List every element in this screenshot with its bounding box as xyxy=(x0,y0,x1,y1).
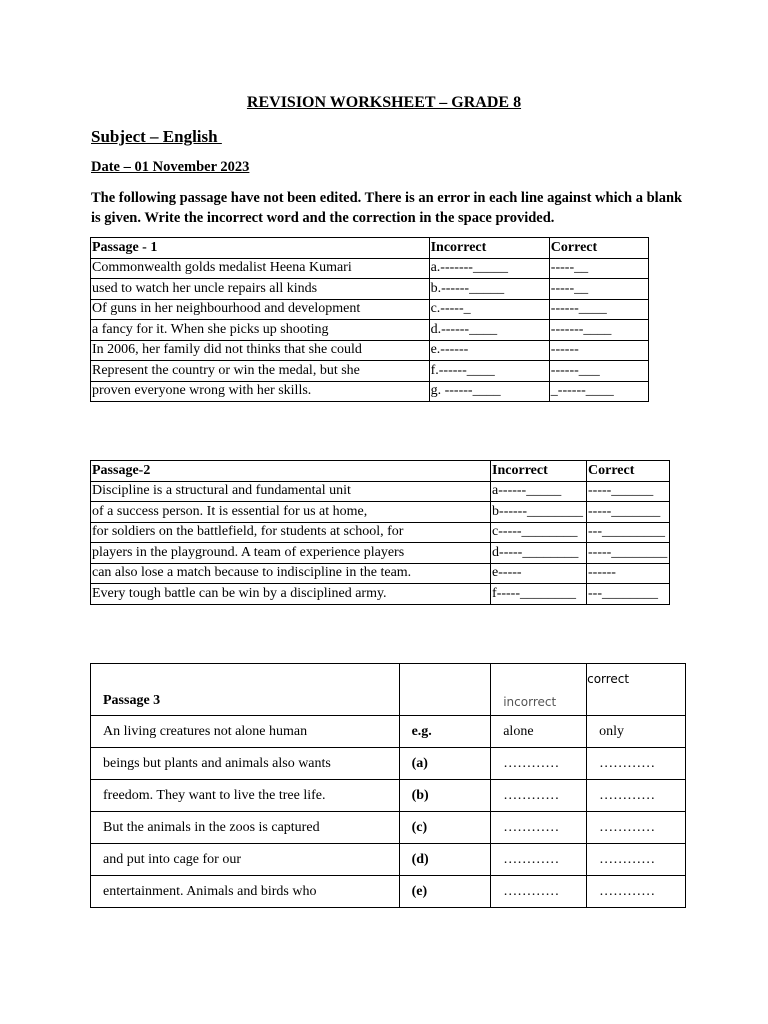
passage-line: An living creatures not alone human xyxy=(91,716,400,748)
incorrect-answer[interactable]: alone xyxy=(491,716,587,748)
table-row xyxy=(91,361,649,382)
passage-line: for soldiers on the battlefield, for students at school, for xyxy=(91,522,491,543)
passage-line: used to watch her uncle repairs all kinds xyxy=(91,279,430,300)
passage-line: of a success person. It is essential for us at home, xyxy=(91,502,491,523)
passage-line: Discipline is a structural and fundamental unit xyxy=(91,481,491,502)
table-row xyxy=(91,279,649,300)
passage2-table xyxy=(90,460,670,605)
item-label: (b) xyxy=(399,780,491,812)
item-label: e.g. xyxy=(399,716,491,748)
correct-blank[interactable]: ---_________ xyxy=(587,522,670,543)
passage3-header-incorrect: incorrect xyxy=(491,664,587,716)
table-row xyxy=(91,844,686,876)
passage-line: Of guns in her neighbourhood and development xyxy=(91,299,430,320)
correct-blank[interactable]: _------____ xyxy=(549,381,648,402)
passage3-header-blank xyxy=(399,664,491,716)
passage-line: freedom. They want to live the tree life. xyxy=(91,780,400,812)
incorrect-blank[interactable]: e----- xyxy=(491,563,587,584)
item-label: (c) xyxy=(399,812,491,844)
table-row xyxy=(91,748,686,780)
table-row xyxy=(91,340,649,361)
passage3-header-correct: correct xyxy=(587,664,686,716)
table-row xyxy=(91,481,670,502)
table-row xyxy=(91,543,670,564)
incorrect-blank[interactable]: a------_____ xyxy=(491,481,587,502)
correct-blank[interactable]: ------____ xyxy=(549,299,648,320)
correct-answer[interactable]: only xyxy=(587,716,686,748)
subject-heading: Subject – English xyxy=(91,127,222,146)
correct-blank[interactable]: -----_______ xyxy=(587,502,670,523)
table-row xyxy=(91,780,686,812)
incorrect-blank[interactable]: d-----________ xyxy=(491,543,587,564)
passage-line: Commonwealth golds medalist Heena Kumari xyxy=(91,258,430,279)
instructions: The following passage have not been edited. There is an error in each line against which a blank is given. Write the incorrect word and the correction in the space provided. xyxy=(91,190,683,226)
table-row xyxy=(91,320,649,341)
passage3-table xyxy=(90,663,686,908)
incorrect-blank[interactable]: f-----________ xyxy=(491,584,587,605)
passage2-header-row xyxy=(91,461,670,482)
worksheet-title: REVISION WORKSHEET – GRADE 8 xyxy=(246,94,522,111)
correct-blank[interactable]: -----__ xyxy=(549,258,648,279)
correct-blank[interactable]: ………… xyxy=(587,780,686,812)
passage1-table xyxy=(90,237,649,402)
passage1-header-passage: Passage - 1 xyxy=(91,238,430,259)
item-label: (d) xyxy=(399,844,491,876)
passage-line: entertainment. Animals and birds who xyxy=(91,876,400,908)
table-row xyxy=(91,502,670,523)
incorrect-blank[interactable]: c-----________ xyxy=(491,522,587,543)
table-row xyxy=(91,258,649,279)
passage1-header-incorrect: Incorrect xyxy=(429,238,549,259)
correct-blank[interactable]: ------___ xyxy=(549,361,648,382)
incorrect-blank[interactable]: ………… xyxy=(491,812,587,844)
passage-line: beings but plants and animals also wants xyxy=(91,748,400,780)
incorrect-blank[interactable]: f.------____ xyxy=(429,361,549,382)
correct-blank[interactable]: -----______ xyxy=(587,481,670,502)
passage2-header-passage: Passage-2 xyxy=(91,461,491,482)
passage-line: can also lose a match because to indiscipline in the team. xyxy=(91,563,491,584)
passage1-header-correct: Correct xyxy=(549,238,648,259)
passage-line: players in the playground. A team of experience players xyxy=(91,543,491,564)
passage2-header-correct: Correct xyxy=(587,461,670,482)
incorrect-blank[interactable]: a.-------_____ xyxy=(429,258,549,279)
correct-blank[interactable]: ------ xyxy=(549,340,648,361)
passage-line: Every tough battle can be win by a disciplined army. xyxy=(91,584,491,605)
table-row xyxy=(91,876,686,908)
incorrect-blank[interactable]: ………… xyxy=(491,780,587,812)
table-row xyxy=(91,584,670,605)
correct-blank[interactable]: -----________ xyxy=(587,543,670,564)
incorrect-blank[interactable]: b.------_____ xyxy=(429,279,549,300)
correct-blank[interactable]: ---________ xyxy=(587,584,670,605)
incorrect-blank[interactable]: ………… xyxy=(491,748,587,780)
correct-blank[interactable]: ------ xyxy=(587,563,670,584)
correct-blank[interactable]: -------____ xyxy=(549,320,648,341)
table-row xyxy=(91,381,649,402)
correct-blank[interactable]: ………… xyxy=(587,876,686,908)
passage-line: In 2006, her family did not thinks that she could xyxy=(91,340,430,361)
correct-blank[interactable]: ………… xyxy=(587,844,686,876)
passage2-header-incorrect: Incorrect xyxy=(491,461,587,482)
passage-line: proven everyone wrong with her skills. xyxy=(91,381,430,402)
incorrect-blank[interactable]: e.------ xyxy=(429,340,549,361)
passage-line: and put into cage for our xyxy=(91,844,400,876)
table-row xyxy=(91,716,686,748)
incorrect-blank[interactable]: ………… xyxy=(491,844,587,876)
item-label: (e) xyxy=(399,876,491,908)
incorrect-blank[interactable]: ………… xyxy=(491,876,587,908)
passage1-header-row xyxy=(91,238,649,259)
incorrect-blank[interactable]: g. ------____ xyxy=(429,381,549,402)
correct-blank[interactable]: ………… xyxy=(587,748,686,780)
table-row xyxy=(91,522,670,543)
passage-line: a fancy for it. When she picks up shooting xyxy=(91,320,430,341)
item-label: (a) xyxy=(399,748,491,780)
incorrect-blank[interactable]: b------________ xyxy=(491,502,587,523)
table-row xyxy=(91,812,686,844)
correct-blank[interactable]: -----__ xyxy=(549,279,648,300)
table-row xyxy=(91,299,649,320)
correct-blank[interactable]: ………… xyxy=(587,812,686,844)
passage-line: Represent the country or win the medal, but she xyxy=(91,361,430,382)
incorrect-blank[interactable]: d.------____ xyxy=(429,320,549,341)
date-heading: Date – 01 November 2023 xyxy=(91,159,250,175)
passage3-header-passage: Passage 3 xyxy=(91,664,400,716)
table-row xyxy=(91,563,670,584)
incorrect-blank[interactable]: c.-----_ xyxy=(429,299,549,320)
passage-line: But the animals in the zoos is captured xyxy=(91,812,400,844)
passage3-header-row xyxy=(91,664,686,716)
